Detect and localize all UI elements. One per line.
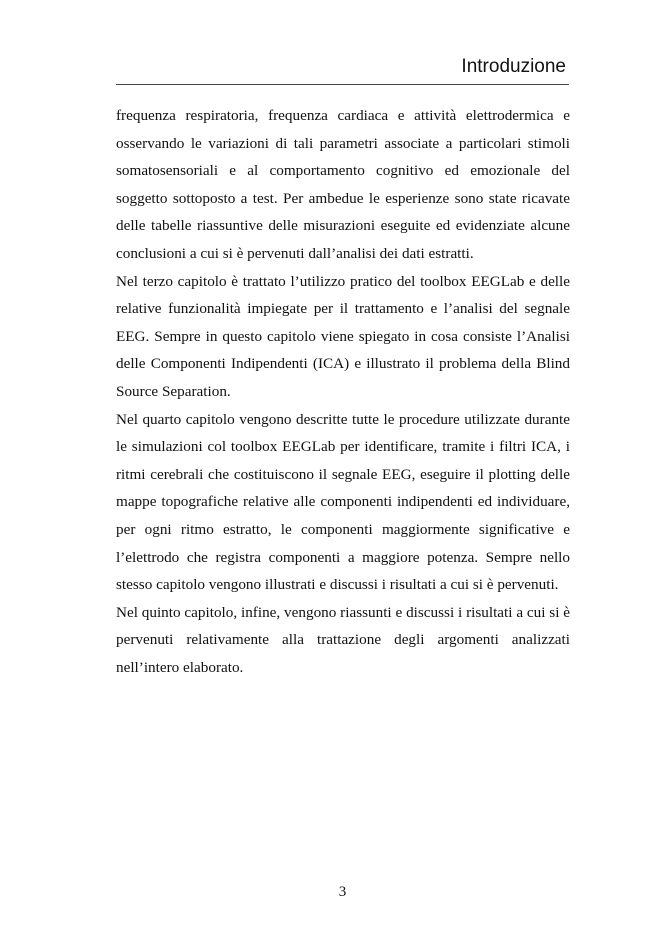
paragraph: Nel quinto capitolo, infine, vengono riassunti e discussi i risultati a cui si è pervenuti relativamente alla trattazione degli argomenti analizzati nell’intero elaborato. bbox=[116, 603, 570, 676]
paragraph: frequenza respiratoria, frequenza cardiaca e attività elettrodermica e osservando le variazioni di tali parametri associate a particolari stimoli somatosensoriali e al comportamento cognitivo ed emozionale del soggetto sottoposto a test. Per ambedue le esperienze sono state ricavate delle tabelle riassuntive delle misurazioni eseguite ed evidenziate alcune conclusioni a cui si è pervenuti dall’analisi dei dati estratti. bbox=[116, 107, 570, 262]
running-header: Introduzione bbox=[461, 56, 566, 77]
header-rule bbox=[116, 84, 569, 85]
body-text bbox=[116, 102, 570, 681]
paragraph: Nel terzo capitolo è trattato l’utilizzo pratico del toolbox EEGLab e delle relative funzionalità impiegate per il trattamento e l’analisi del segnale EEG. Sempre in questo capitolo viene spiegato in cosa consiste l’Analisi delle Componenti Indipendenti (ICA) e illustrato il problema della Blind Source Separation. bbox=[116, 272, 570, 400]
page-number: 3 bbox=[338, 884, 347, 900]
paragraph: Nel quarto capitolo vengono descritte tutte le procedure utilizzate durante le simulazioni col toolbox EEGLab per identificare, tramite i filtri ICA, i ritmi cerebrali che costituiscono il segnale EEG, eseguire il plotting delle mappe topografiche relative alle componenti indipendenti ed individuare, per ogni ritmo estratto, le componenti maggiormente significative e l’elettrodo che registra componenti a maggiore potenza. Sempre nello stesso capitolo vengono illustrati e discussi i risultati a cui si è pervenuti. bbox=[116, 410, 570, 594]
